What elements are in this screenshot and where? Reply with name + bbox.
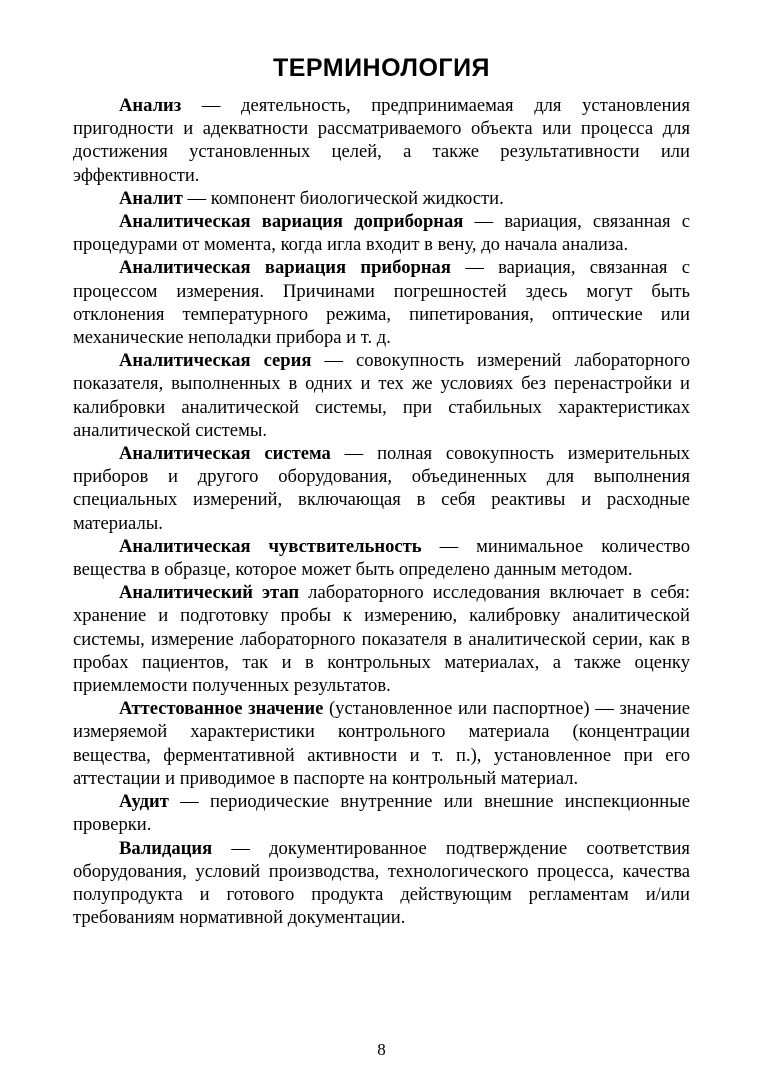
entry-term: Аналитическая вариация доприборная <box>119 211 464 233</box>
entry-definition: — вариация, связанная с процессом измерения. Причинами погрешностей здесь могут быть отклонения температурного режима, пипетирования, оптические или механические неполадки прибора и т. д. <box>73 257 690 349</box>
entry-term: Валидация <box>119 837 213 859</box>
entry-term: Аналит <box>119 187 183 209</box>
glossary-entry <box>73 256 690 349</box>
entry-term: Аналитическая система <box>119 443 331 465</box>
entry-term: Аналитическая вариация приборная <box>119 257 451 279</box>
entry-definition: — минимальное количество вещества в образце, которое может быть определено данным методом. <box>73 535 690 581</box>
entry-term: Аудит <box>119 791 169 813</box>
glossary-entry <box>73 442 690 535</box>
entry-definition: — полная совокупность измерительных приборов и другого оборудования, объединенных для выполнения специальных измерений, включающая в себя реактивы и расходные материалы. <box>73 443 690 534</box>
page-number: 8 <box>377 1040 386 1059</box>
glossary-entry <box>73 210 690 256</box>
glossary-entries <box>73 94 690 929</box>
entry-definition: — вариация, связанная с процедурами от момента, когда игла входит в вену, до начала анализа. <box>73 211 690 256</box>
entry-definition: — совокупность измерений лабораторного показателя, выполненных в одних и тех же условиях без перенастройки и калибровки аналитической системы, при стабильных характеристиках аналитической системы. <box>73 350 690 441</box>
glossary-entry <box>73 187 690 210</box>
glossary-entry <box>73 535 690 581</box>
glossary-entry <box>73 94 690 187</box>
glossary-entry <box>73 581 690 697</box>
entry-term: Аналитическая серия <box>119 350 312 372</box>
entry-term: Аттестованное значение <box>119 698 324 720</box>
entry-definition: (установленное или паспортное) — значение измеряемой характеристики контрольного материала (концентрации вещества, ферментативной активности и т. п.), установленное при его аттестации и приводимое в паспорте на контрольный материал. <box>73 698 691 789</box>
glossary-entry <box>73 349 690 442</box>
entry-term: Аналитическая чувствительность <box>119 535 422 557</box>
glossary-entry <box>73 697 690 790</box>
entry-definition: — компонент биологической жидкости. <box>182 187 504 209</box>
entry-definition: — деятельность, предпринимаемая для установления пригодности и адекватности рассматриваемого объекта или процесса для достижения установленных целей, а также результативности или эффективности. <box>73 95 690 186</box>
glossary-entry <box>73 837 690 930</box>
entry-term: Анализ <box>119 95 182 116</box>
entry-definition: — периодические внутренние или внешние инспекционные проверки. <box>73 791 690 836</box>
entry-definition: лабораторного исследования включает в себя: хранение и подготовку пробы к измерению, калибровку аналитической системы, измерение лабораторного показателя в аналитической серии, как в пробах пациентов, так и в контрольных материалах, а также оценку приемлемости полученных результатов. <box>73 582 690 697</box>
glossary-entry <box>73 790 690 836</box>
page-title: ТЕРМИНОЛОГИЯ <box>272 54 491 82</box>
entry-definition: — документированное подтверждение соответствия оборудования, условий производства, технологического процесса, качества полупродукта и готового продукта действующим регламентам и/или требованиям нормативной документации. <box>73 837 690 929</box>
entry-term: Аналитический этап <box>119 582 300 604</box>
